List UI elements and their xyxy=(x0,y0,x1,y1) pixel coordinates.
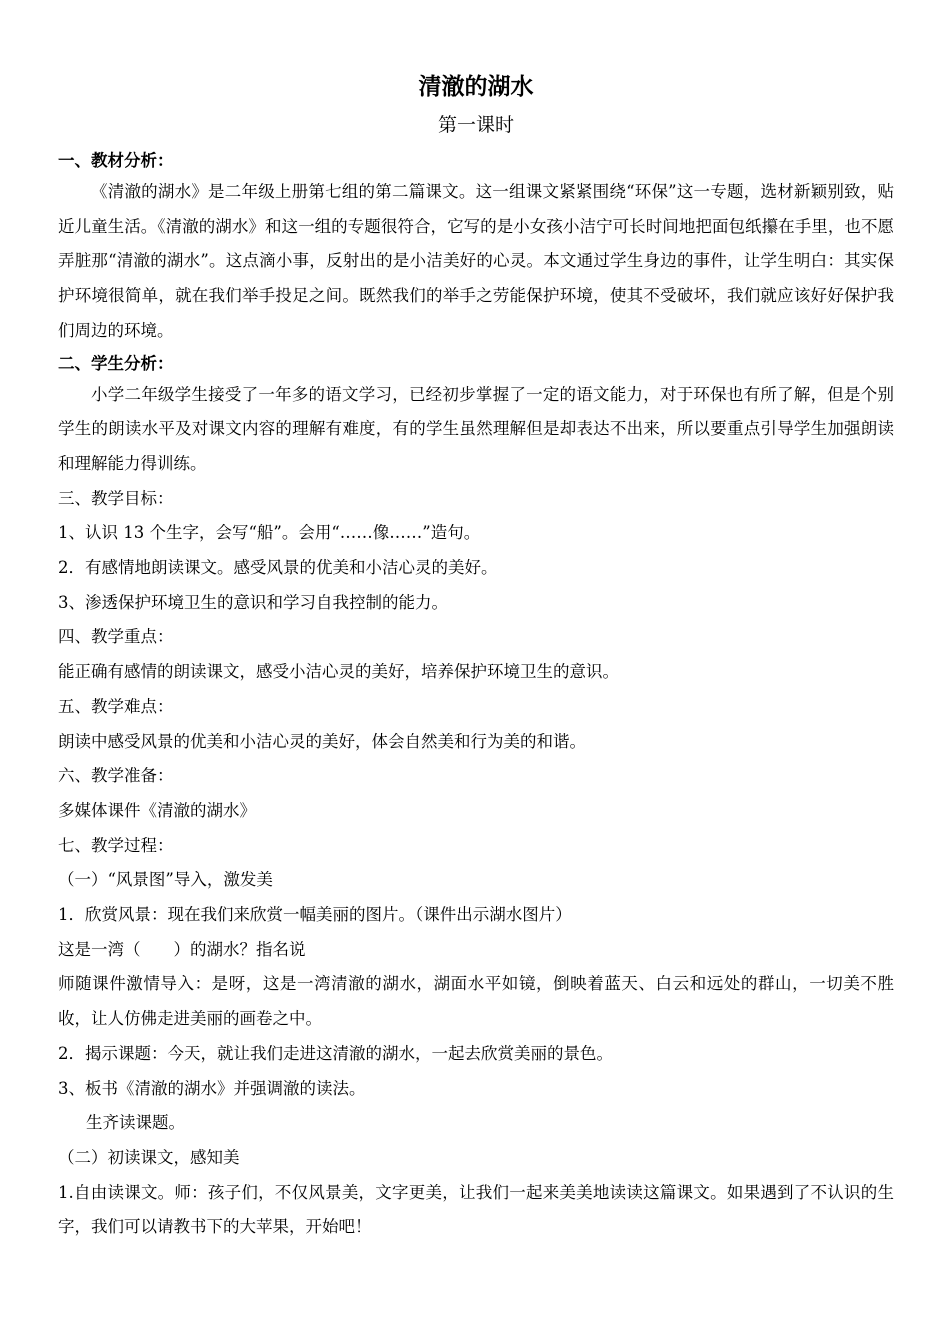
process-part-heading: （二）初读课文，感知美 xyxy=(58,1147,240,1167)
section-heading-preparation: 六、教学准备： xyxy=(58,766,174,786)
process-line: 这是一湾（ ）的湖水？指名说 xyxy=(58,939,306,959)
section-heading-objectives: 三、教学目标： xyxy=(58,488,174,508)
section-heading-textbook-analysis: 一、教材分析： xyxy=(58,151,174,170)
process-line: 生齐读课题。 xyxy=(86,1113,185,1133)
section-heading-student-analysis: 二、学生分析： xyxy=(58,353,174,373)
process-part-heading: （一）“风景图”导入，激发美 xyxy=(58,870,273,890)
process-line: 2．揭示课题：今天，就让我们走进这清澈的湖水，一起去欣赏美丽的景色。 xyxy=(58,1043,613,1063)
document-subtitle: 第一课时 xyxy=(437,114,514,136)
section-text-preparation: 多媒体课件《清澈的湖水》 xyxy=(58,800,256,820)
document-page xyxy=(58,70,894,1245)
process-line: 3、板书《清澈的湖水》并强调澈的读法。 xyxy=(58,1078,366,1098)
process-line: 1．欣赏风景：现在我们来欣赏一幅美丽的图片。（课件出示湖水图片） xyxy=(58,905,572,925)
section-heading-process: 七、教学过程： xyxy=(58,835,174,855)
section-heading-difficulties: 五、教学难点： xyxy=(58,696,174,716)
section-text-textbook-analysis: 《清澈的湖水》是二年级上册第七组的第二篇课文。这一组课文紧紧围绕“环保”这一专题，选材新颖别致，贴近儿童生活。《清澈的湖水》和这一组的专题很符合，它写的是小女孩小洁宁可长时间地把面包纸攥在手里，也不愿弄脏那“清澈的湖水”。这点滴小事，反射出的是小洁美好的心灵。本文通过学生身边的事件，让学生明白：其实保护环境很简单，就在我们举手投足之间。既然我们的举手之劳能保护环境，使其不受破坏，我们就应该好好保护我们周边的环境。 xyxy=(58,182,894,340)
process-paragraph: 师随课件激情导入：是呀，这是一湾清澈的湖水，湖面水平如镜，倒映着蓝天、白云和远处的群山，一切美不胜收，让人仿佛走进美丽的画卷之中。 xyxy=(58,974,894,1029)
objective-item: 2．有感情地朗读课文。感受风景的优美和小洁心灵的美好。 xyxy=(58,558,498,578)
document-title: 清澈的湖水 xyxy=(418,73,534,100)
section-heading-key-points: 四、教学重点： xyxy=(58,627,174,647)
process-paragraph: 1.自由读课文。师：孩子们，不仅风景美，文字更美，让我们一起来美美地读读这篇课文。如果遇到了不认识的生字，我们可以请教书下的大苹果，开始吧！ xyxy=(58,1182,894,1237)
section-text-student-analysis: 小学二年级学生接受了一年多的语文学习，已经初步掌握了一定的语文能力，对于环保也有所了解，但是个别学生的朗读水平及对课文内容的理解有难度，有的学生虽然理解但是却表达不出来，所以要重点引导学生加强朗读和理解能力得训练。 xyxy=(58,384,894,473)
objective-item: 1、认识 13 个生字，会写“船”。会用“……像……”造句。 xyxy=(58,523,481,543)
section-text-key-points: 能正确有感情的朗读课文，感受小洁心灵的美好，培养保护环境卫生的意识。 xyxy=(58,662,619,682)
objective-item: 3、渗透保护环境卫生的意识和学习自我控制的能力。 xyxy=(58,592,448,612)
section-text-difficulties: 朗读中感受风景的优美和小洁心灵的美好，体会自然美和行为美的和谐。 xyxy=(58,731,586,751)
